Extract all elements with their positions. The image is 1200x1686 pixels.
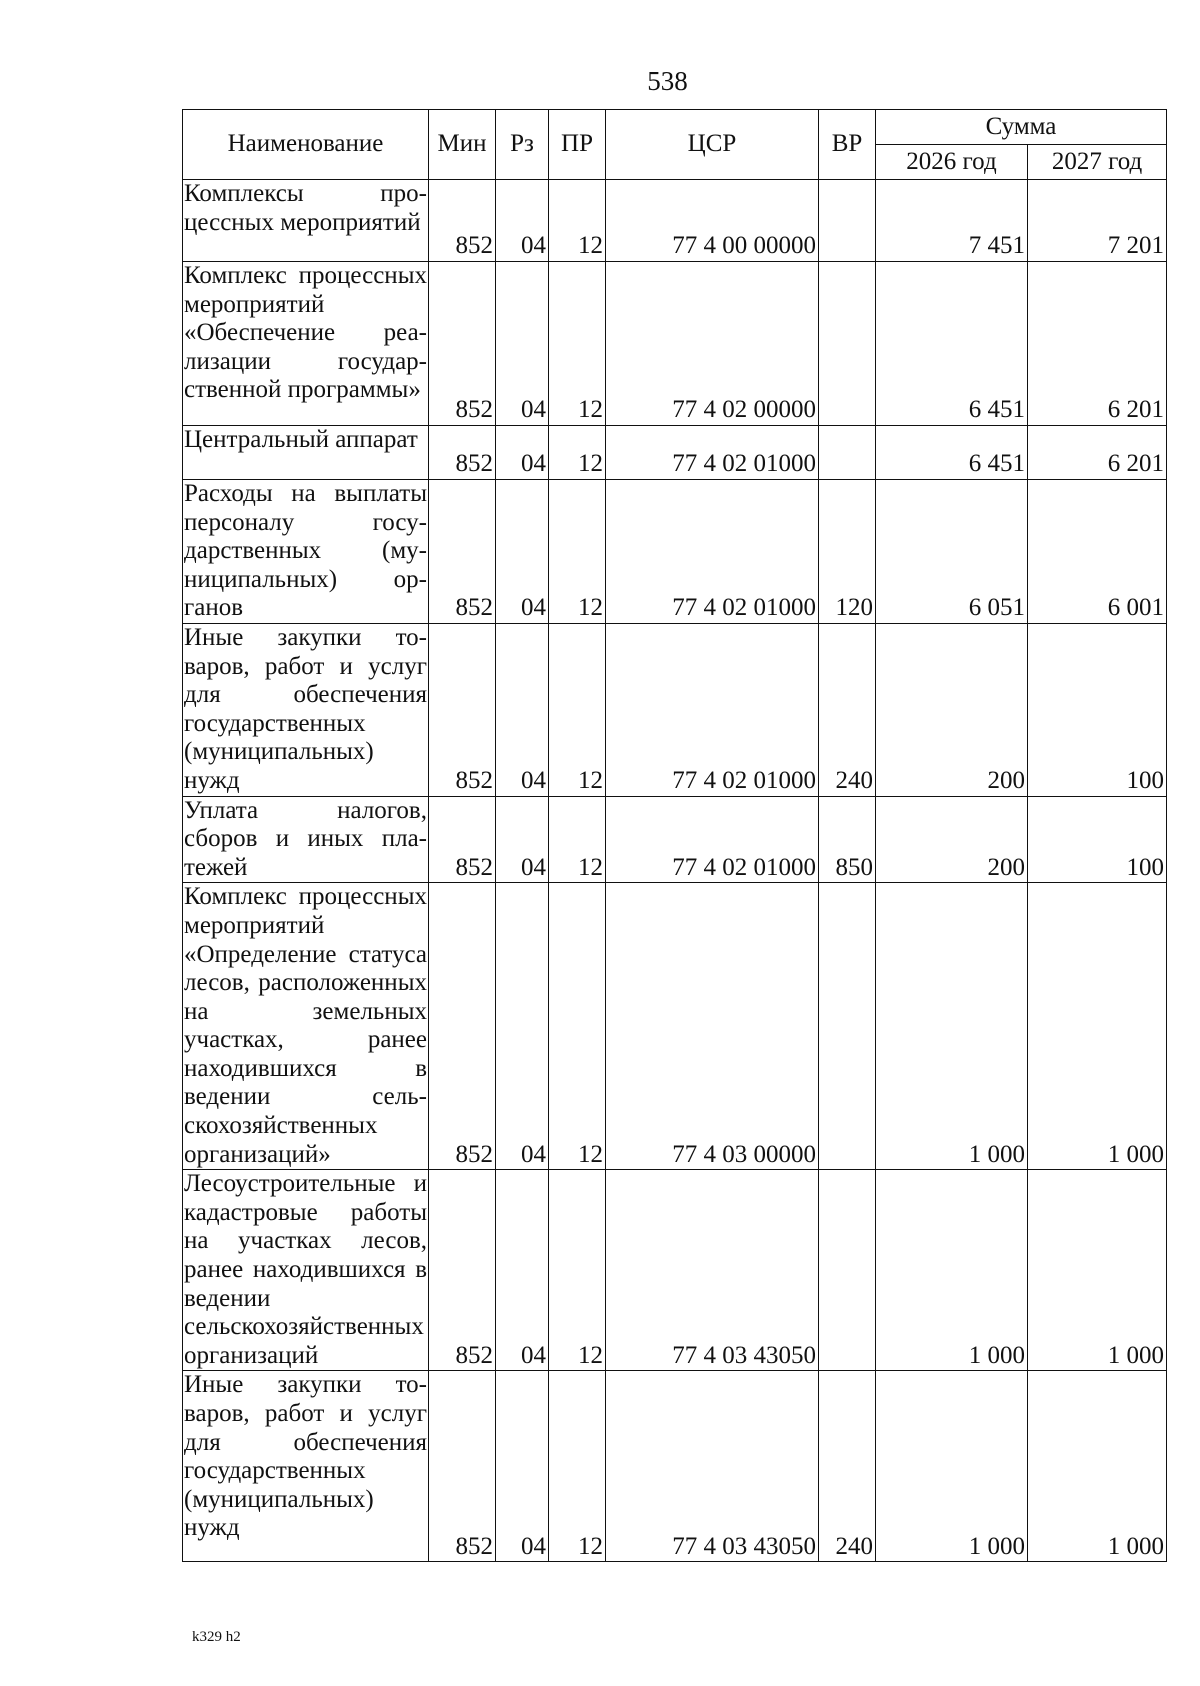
row-rz: 04 (496, 180, 549, 262)
row-name: Комплекс процессных мероприятий «Определение статуса лесов, расположенных на земельных участках, ранее находившихся в ведении сельскохозяйственных организаций» (183, 883, 429, 1170)
row-pr: 12 (549, 480, 606, 624)
row-amount-2027: 100 (1028, 623, 1167, 796)
row-name: Комплексы процессных мероприятий (183, 180, 429, 262)
row-csr: 77 4 02 00000 (606, 262, 819, 426)
row-min: 852 (429, 623, 496, 796)
row-rz: 04 (496, 426, 549, 480)
row-vr (819, 262, 876, 426)
row-amount-2026: 200 (876, 623, 1028, 796)
row-name: Центральный аппарат (183, 426, 429, 480)
row-name: Лесоустроительные и кадастровые работы на участках лесов, ранее находившихся в ведении сельскохозяйственных организаций (183, 1170, 429, 1371)
row-rz: 04 (496, 262, 549, 426)
row-vr: 240 (819, 1371, 876, 1562)
row-min: 852 (429, 796, 496, 883)
row-amount-2026: 6 051 (876, 480, 1028, 624)
row-pr: 12 (549, 426, 606, 480)
row-amount-2027: 1 000 (1028, 1371, 1167, 1562)
row-amount-2026: 1 000 (876, 1371, 1028, 1562)
header-vr: ВР (819, 110, 876, 180)
row-min: 852 (429, 426, 496, 480)
page-number: 538 (647, 66, 688, 96)
row-amount-2026: 6 451 (876, 262, 1028, 426)
row-rz: 04 (496, 1170, 549, 1371)
header-min: Мин (429, 110, 496, 180)
table-row (183, 180, 1167, 262)
row-vr (819, 426, 876, 480)
row-amount-2026: 1 000 (876, 1170, 1028, 1371)
row-name: Расходы на выплаты персоналу государственных (муниципальных) органов (183, 480, 429, 624)
row-rz: 04 (496, 796, 549, 883)
row-name: Иные закупки товаров, работ и услуг для обеспечения государственных (муниципальных) нужд (183, 623, 429, 796)
header-rz: Рз (496, 110, 549, 180)
row-min: 852 (429, 1170, 496, 1371)
row-vr: 240 (819, 623, 876, 796)
row-pr: 12 (549, 180, 606, 262)
row-rz: 04 (496, 480, 549, 624)
row-min: 852 (429, 262, 496, 426)
row-csr: 77 4 02 01000 (606, 796, 819, 883)
table-row (183, 426, 1167, 480)
row-min: 852 (429, 1371, 496, 1562)
table-row (183, 262, 1167, 426)
header-name: Наименование (183, 110, 429, 180)
table-body (183, 180, 1167, 1562)
row-amount-2027: 1 000 (1028, 883, 1167, 1170)
row-csr: 77 4 02 01000 (606, 426, 819, 480)
row-vr (819, 180, 876, 262)
table-row (183, 623, 1167, 796)
row-amount-2027: 6 201 (1028, 262, 1167, 426)
table-row (183, 883, 1167, 1170)
row-csr: 77 4 02 01000 (606, 480, 819, 624)
row-vr: 120 (819, 480, 876, 624)
row-rz: 04 (496, 623, 549, 796)
header-year-2026: 2026 год (876, 145, 1028, 180)
row-min: 852 (429, 180, 496, 262)
row-rz: 04 (496, 883, 549, 1170)
row-name: Иные закупки товаров, работ и услуг для обеспечения государственных (муниципальных) нужд (183, 1371, 429, 1562)
table-row (183, 1170, 1167, 1371)
table-row (183, 1371, 1167, 1562)
row-vr (819, 883, 876, 1170)
row-csr: 77 4 03 43050 (606, 1371, 819, 1562)
footer-code: k329 h2 (192, 1629, 241, 1645)
row-pr: 12 (549, 623, 606, 796)
row-min: 852 (429, 480, 496, 624)
row-amount-2026: 1 000 (876, 883, 1028, 1170)
row-amount-2027: 6 201 (1028, 426, 1167, 480)
header-pr: ПР (549, 110, 606, 180)
row-name: Уплата налогов, сборов и иных платежей (183, 796, 429, 883)
row-amount-2026: 6 451 (876, 426, 1028, 480)
table-row (183, 796, 1167, 883)
row-amount-2027: 1 000 (1028, 1170, 1167, 1371)
header-csr: ЦСР (606, 110, 819, 180)
row-csr: 77 4 00 00000 (606, 180, 819, 262)
row-amount-2027: 6 001 (1028, 480, 1167, 624)
row-csr: 77 4 03 43050 (606, 1170, 819, 1371)
row-amount-2026: 7 451 (876, 180, 1028, 262)
header-sum: Сумма (876, 110, 1167, 145)
row-vr: 850 (819, 796, 876, 883)
table-row (183, 480, 1167, 624)
row-amount-2027: 7 201 (1028, 180, 1167, 262)
budget-table (182, 109, 1167, 1562)
header-year-2027: 2027 год (1028, 145, 1167, 180)
row-pr: 12 (549, 1371, 606, 1562)
row-amount-2026: 200 (876, 796, 1028, 883)
row-pr: 12 (549, 1170, 606, 1371)
row-name: Комплекс процессных мероприятий «Обеспечение реализации государственной программы» (183, 262, 429, 426)
row-min: 852 (429, 883, 496, 1170)
row-pr: 12 (549, 883, 606, 1170)
row-csr: 77 4 03 00000 (606, 883, 819, 1170)
row-pr: 12 (549, 262, 606, 426)
row-pr: 12 (549, 796, 606, 883)
table-header (183, 110, 1167, 180)
row-amount-2027: 100 (1028, 796, 1167, 883)
row-rz: 04 (496, 1371, 549, 1562)
row-vr (819, 1170, 876, 1371)
row-csr: 77 4 02 01000 (606, 623, 819, 796)
